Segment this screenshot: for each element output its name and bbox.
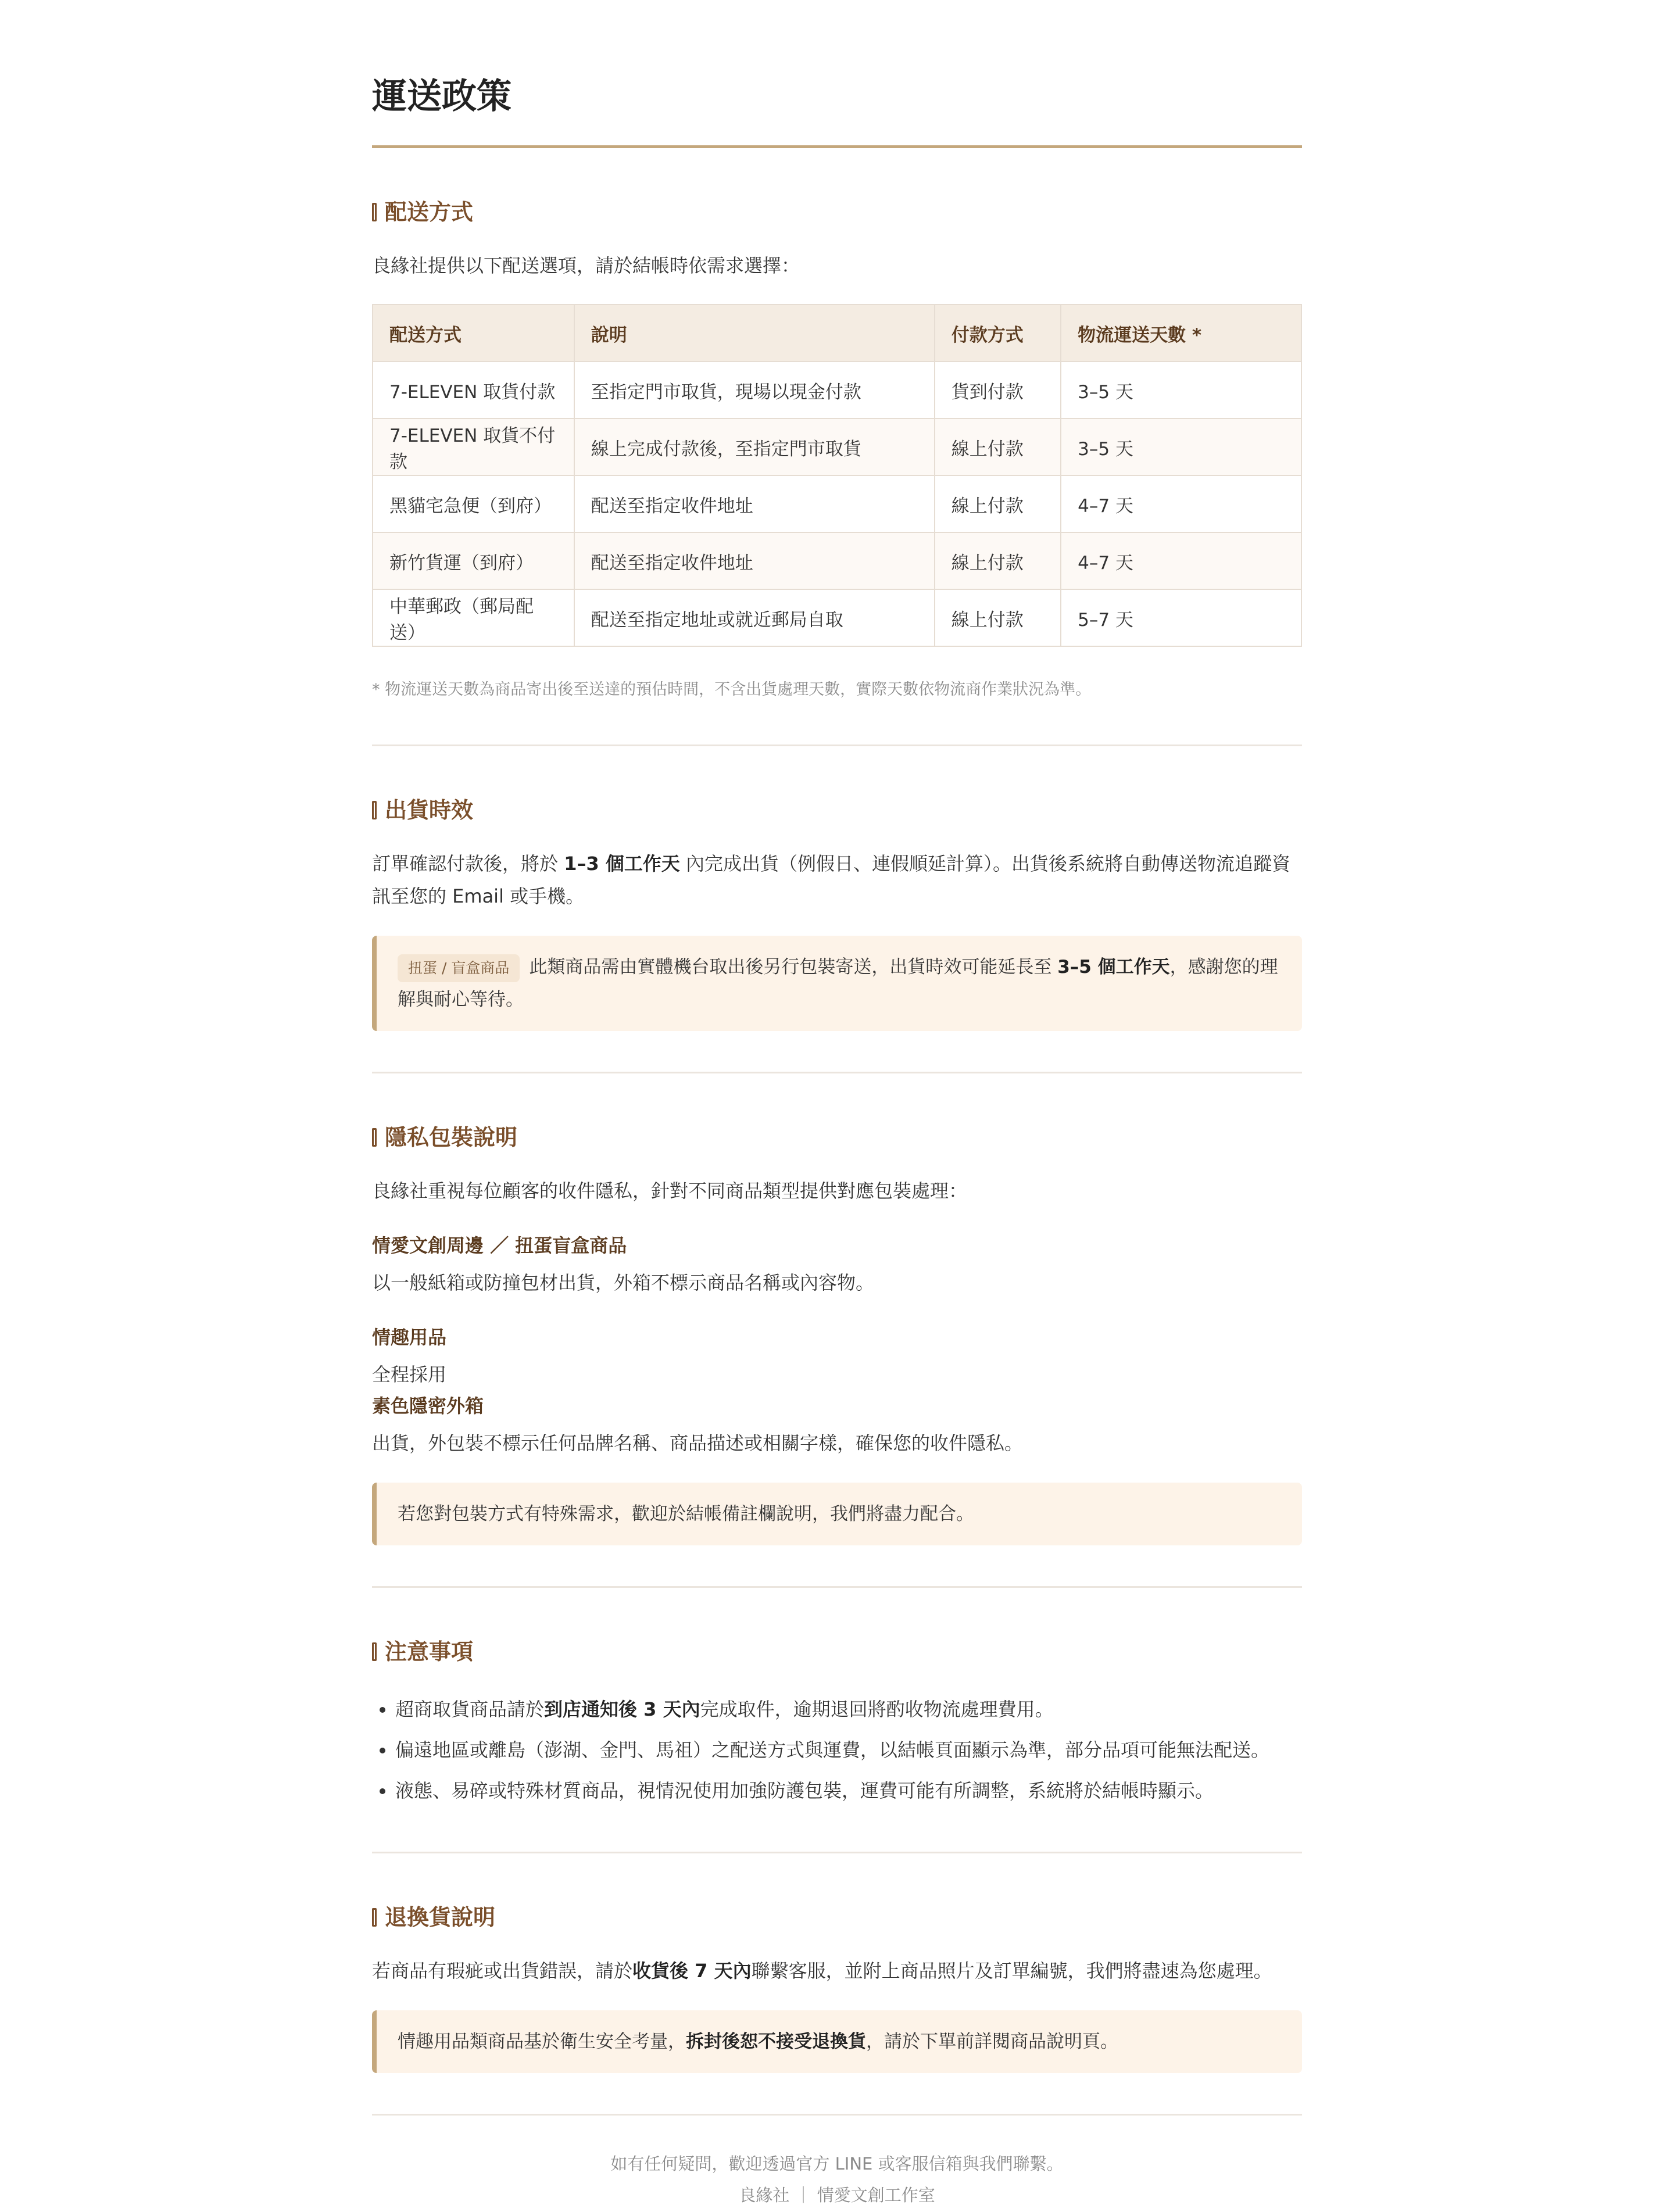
cell-method: 新竹貨運（到府） [373, 532, 574, 589]
returns-note [372, 2010, 1302, 2073]
table-row [373, 361, 1301, 418]
col-header-days: 物流運送天數 * [1061, 305, 1301, 361]
section-marker-icon [372, 801, 377, 819]
shipping-text [372, 847, 1302, 912]
cell-payment: 貨到付款 [935, 361, 1061, 418]
notes-section [372, 1588, 1302, 1853]
privacy-sub-heading: 素色隱密外箱 [372, 1395, 484, 1417]
table-row [373, 418, 1301, 475]
returns-note-post: ，請於下單前詳閱商品說明頁。 [866, 2031, 1118, 2052]
returns-text-pre: 若商品有瑕疵或出貨錯誤，請於 [372, 1960, 633, 1982]
shipping-note-emphasis: 3–5 個工作天 [1057, 957, 1170, 978]
cell-days: 5–7 天 [1061, 589, 1301, 646]
page-title: 運送政策 [372, 76, 512, 117]
notes-title [372, 1634, 1302, 1669]
cell-description: 配送至指定地址或就近郵局自取 [574, 589, 935, 646]
section-divider [372, 2114, 1302, 2116]
shipping-title [372, 793, 1302, 828]
shipping-title-text: 出貨時效 [385, 797, 474, 823]
privacy-section [372, 1073, 1302, 1588]
privacy-text: 以一般紙箱或防撞包材出貨，外箱不標示商品名稱或內容物。 [372, 1272, 875, 1294]
cell-days: 4–7 天 [1061, 475, 1301, 532]
privacy-title [372, 1120, 1302, 1155]
privacy-title-text: 隱私包裝說明 [385, 1125, 518, 1150]
shipping-text-emphasis: 1–3 個工作天 [564, 853, 680, 875]
privacy-sub-heading: 情愛文創周邊 ／ 扭蛋盲盒商品 [372, 1234, 627, 1257]
gacha-badge: 扭蛋 / 盲盒商品 [398, 954, 520, 982]
returns-note-pre: 情趣用品類商品基於衛生安全考量， [398, 2031, 686, 2052]
privacy-text: 全程採用 [372, 1363, 447, 1386]
footer-brand: 良緣社 ｜ 情愛文創工作室 [739, 2185, 935, 2205]
shipping-text-pre: 訂單確認付款後，將於 [372, 853, 564, 875]
notes-item-pre: 超商取貨商品請於 [395, 1698, 545, 1720]
returns-text-post: 聯繫客服，並附上商品照片及訂單編號，我們將盡速為您處理。 [751, 1960, 1272, 1982]
shipping-text-post: 內完成出貨（例假日、連假順延計算）。出貨後系統將自動傳送物流追蹤資訊至您的 Email 或手機。 [372, 853, 1291, 907]
returns-text [372, 1955, 1302, 1987]
list-item: • 液態、易碎或特殊材質商品，視情況使用加強防護包裝，運費可能有所調整，系統將於結帳時顯示。 [395, 1770, 1302, 1811]
notes-item-post: 完成取件，逾期退回將酌收物流處理費用。 [700, 1698, 1054, 1720]
table-row [373, 475, 1301, 532]
section-marker-icon [372, 203, 377, 221]
shipping-note [372, 936, 1302, 1031]
returns-text-emphasis: 收貨後 7 天內 [632, 1960, 752, 1982]
shipping-note-pre: 此類商品需由實體機台取出後另行包裝寄送，出貨時效可能延長至 [529, 957, 1058, 978]
privacy-note: 若您對包裝方式有特殊需求，歡迎於結帳備註欄說明，我們將盡力配合。 [372, 1483, 1302, 1545]
cell-description: 配送至指定收件地址 [574, 532, 935, 589]
cell-payment: 線上付款 [935, 532, 1061, 589]
section-marker-icon [372, 1128, 377, 1147]
delivery-table [372, 304, 1302, 647]
col-header-method: 配送方式 [373, 305, 574, 361]
delivery-title-text: 配送方式 [385, 199, 474, 225]
section-marker-icon [372, 1642, 377, 1661]
cell-method: 中華郵政（郵局配送） [373, 589, 574, 646]
list-item [395, 1689, 1302, 1730]
returns-title [372, 1900, 1302, 1935]
notes-item-emphasis: 到店通知後 3 天內 [544, 1698, 700, 1720]
notes-title-text: 注意事項 [385, 1639, 474, 1665]
cell-method: 7-ELEVEN 取貨不付款 [373, 418, 574, 475]
cell-days: 3–5 天 [1061, 361, 1301, 418]
shipping-note-post: ，感謝您的理解與耐心等待。 [398, 957, 1278, 1010]
cell-days: 4–7 天 [1061, 532, 1301, 589]
table-row [373, 532, 1301, 589]
cell-payment: 線上付款 [935, 418, 1061, 475]
delivery-section [372, 148, 1302, 746]
col-header-description: 說明 [574, 305, 935, 361]
returns-note-emphasis: 拆封後恕不接受退換貨 [686, 2031, 866, 2052]
returns-title-text: 退換貨說明 [385, 1905, 496, 1930]
policy-page [372, 0, 1302, 2211]
notes-list [372, 1689, 1302, 1811]
cell-payment: 線上付款 [935, 475, 1061, 532]
cell-description: 線上完成付款後，至指定門市取貨 [574, 418, 935, 475]
page-footer [372, 2148, 1302, 2211]
footer-contact: 如有任何疑問，歡迎透過官方 LINE 或客服信箱與我們聯繫。 [610, 2154, 1064, 2174]
cell-description: 配送至指定收件地址 [574, 475, 935, 532]
returns-section [372, 1853, 1302, 2116]
cell-payment: 線上付款 [935, 589, 1061, 646]
delivery-title [372, 195, 1302, 230]
table-header-row [373, 305, 1301, 361]
cell-method: 7-ELEVEN 取貨付款 [373, 361, 574, 418]
cell-method: 黑貓宅急便（到府） [373, 475, 574, 532]
col-header-payment: 付款方式 [935, 305, 1061, 361]
section-marker-icon [372, 1908, 377, 1927]
list-item: • 偏遠地區或離島（澎湖、金門、馬祖）之配送方式與運費，以結帳頁面顯示為準，部分品項可能無法配送。 [395, 1730, 1302, 1770]
delivery-footnote: * 物流運送天數為商品寄出後至送達的預估時間，不含出貨處理天數，實際天數依物流商作業狀況為準。 [372, 681, 1092, 699]
cell-description: 至指定門市取貨，現場以現金付款 [574, 361, 935, 418]
table-row [373, 589, 1301, 646]
delivery-intro: 良緣社提供以下配送選項，請於結帳時依需求選擇： [372, 255, 800, 277]
shipping-section [372, 746, 1302, 1073]
privacy-text: 出貨，外包裝不標示任何品牌名稱、商品描述或相關字樣，確保您的收件隱私。 [372, 1432, 1024, 1454]
cell-days: 3–5 天 [1061, 418, 1301, 475]
privacy-sub-heading: 情趣用品 [372, 1326, 447, 1348]
privacy-intro: 良緣社重視每位顧客的收件隱私，針對不同商品類型提供對應包裝處理： [372, 1180, 968, 1202]
